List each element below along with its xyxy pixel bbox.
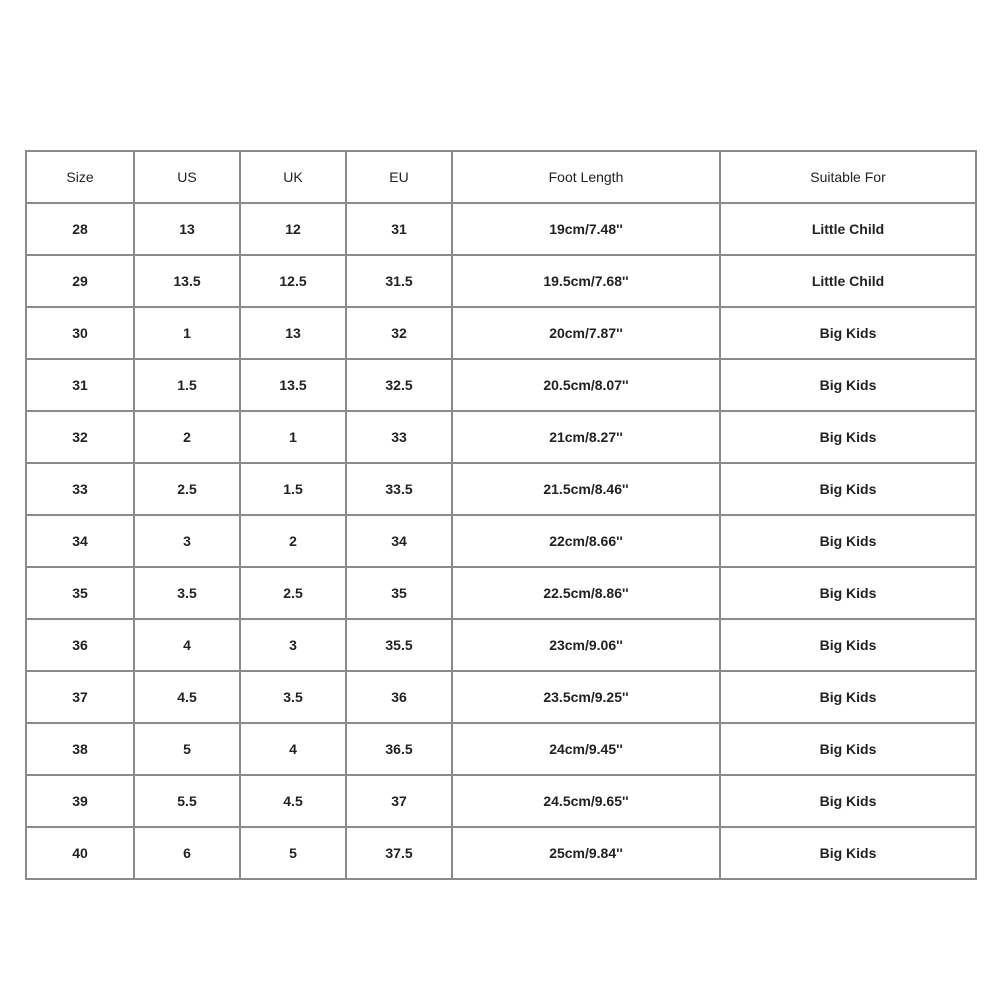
us-size-cell: 2 xyxy=(134,411,240,463)
table-row xyxy=(26,515,976,567)
eu-size-cell: 33 xyxy=(346,411,452,463)
size-cell: 36 xyxy=(26,619,134,671)
uk-size-cell: 5 xyxy=(240,827,346,879)
eu-size-cell: 33.5 xyxy=(346,463,452,515)
table-row xyxy=(26,307,976,359)
uk-size-cell: 1 xyxy=(240,411,346,463)
uk-size-cell: 1.5 xyxy=(240,463,346,515)
header-uk: UK xyxy=(240,151,346,203)
size-cell: 28 xyxy=(26,203,134,255)
eu-size-cell: 36 xyxy=(346,671,452,723)
size-chart-header xyxy=(26,151,976,203)
header-eu: EU xyxy=(346,151,452,203)
size-cell: 38 xyxy=(26,723,134,775)
uk-size-cell: 12.5 xyxy=(240,255,346,307)
suitable-for-cell: Big Kids xyxy=(720,411,976,463)
table-row xyxy=(26,619,976,671)
foot-length-cell: 21cm/8.27'' xyxy=(452,411,720,463)
size-cell: 30 xyxy=(26,307,134,359)
suitable-for-cell: Big Kids xyxy=(720,307,976,359)
foot-length-cell: 23cm/9.06'' xyxy=(452,619,720,671)
eu-size-cell: 32 xyxy=(346,307,452,359)
suitable-for-cell: Big Kids xyxy=(720,775,976,827)
size-cell: 35 xyxy=(26,567,134,619)
foot-length-cell: 20.5cm/8.07'' xyxy=(452,359,720,411)
size-cell: 29 xyxy=(26,255,134,307)
uk-size-cell: 4 xyxy=(240,723,346,775)
header-foot-length: Foot Length xyxy=(452,151,720,203)
size-cell: 40 xyxy=(26,827,134,879)
suitable-for-cell: Big Kids xyxy=(720,619,976,671)
us-size-cell: 1.5 xyxy=(134,359,240,411)
us-size-cell: 4 xyxy=(134,619,240,671)
suitable-for-cell: Little Child xyxy=(720,255,976,307)
eu-size-cell: 35.5 xyxy=(346,619,452,671)
foot-length-cell: 19cm/7.48'' xyxy=(452,203,720,255)
suitable-for-cell: Big Kids xyxy=(720,723,976,775)
foot-length-cell: 19.5cm/7.68'' xyxy=(452,255,720,307)
us-size-cell: 1 xyxy=(134,307,240,359)
table-row xyxy=(26,411,976,463)
header-size: Size xyxy=(26,151,134,203)
us-size-cell: 3.5 xyxy=(134,567,240,619)
header-row xyxy=(26,151,976,203)
eu-size-cell: 35 xyxy=(346,567,452,619)
header-suitable-for: Suitable For xyxy=(720,151,976,203)
eu-size-cell: 37.5 xyxy=(346,827,452,879)
us-size-cell: 6 xyxy=(134,827,240,879)
table-row xyxy=(26,567,976,619)
us-size-cell: 3 xyxy=(134,515,240,567)
uk-size-cell: 13 xyxy=(240,307,346,359)
us-size-cell: 13.5 xyxy=(134,255,240,307)
foot-length-cell: 22cm/8.66'' xyxy=(452,515,720,567)
us-size-cell: 5 xyxy=(134,723,240,775)
foot-length-cell: 23.5cm/9.25'' xyxy=(452,671,720,723)
table-row xyxy=(26,775,976,827)
eu-size-cell: 31 xyxy=(346,203,452,255)
eu-size-cell: 32.5 xyxy=(346,359,452,411)
foot-length-cell: 22.5cm/8.86'' xyxy=(452,567,720,619)
size-cell: 39 xyxy=(26,775,134,827)
uk-size-cell: 12 xyxy=(240,203,346,255)
eu-size-cell: 34 xyxy=(346,515,452,567)
us-size-cell: 4.5 xyxy=(134,671,240,723)
foot-length-cell: 20cm/7.87'' xyxy=(452,307,720,359)
eu-size-cell: 37 xyxy=(346,775,452,827)
size-cell: 31 xyxy=(26,359,134,411)
table-row xyxy=(26,827,976,879)
us-size-cell: 13 xyxy=(134,203,240,255)
foot-length-cell: 21.5cm/8.46'' xyxy=(452,463,720,515)
foot-length-cell: 24.5cm/9.65'' xyxy=(452,775,720,827)
eu-size-cell: 31.5 xyxy=(346,255,452,307)
size-chart-body xyxy=(26,203,976,879)
us-size-cell: 5.5 xyxy=(134,775,240,827)
size-chart-table xyxy=(25,150,977,880)
size-cell: 37 xyxy=(26,671,134,723)
uk-size-cell: 3 xyxy=(240,619,346,671)
uk-size-cell: 2.5 xyxy=(240,567,346,619)
eu-size-cell: 36.5 xyxy=(346,723,452,775)
suitable-for-cell: Big Kids xyxy=(720,515,976,567)
suitable-for-cell: Big Kids xyxy=(720,827,976,879)
foot-length-cell: 25cm/9.84'' xyxy=(452,827,720,879)
uk-size-cell: 4.5 xyxy=(240,775,346,827)
suitable-for-cell: Big Kids xyxy=(720,671,976,723)
suitable-for-cell: Little Child xyxy=(720,203,976,255)
table-row xyxy=(26,203,976,255)
header-us: US xyxy=(134,151,240,203)
us-size-cell: 2.5 xyxy=(134,463,240,515)
size-cell: 32 xyxy=(26,411,134,463)
table-row xyxy=(26,255,976,307)
table-row xyxy=(26,463,976,515)
suitable-for-cell: Big Kids xyxy=(720,567,976,619)
suitable-for-cell: Big Kids xyxy=(720,359,976,411)
table-row xyxy=(26,671,976,723)
table-row xyxy=(26,359,976,411)
suitable-for-cell: Big Kids xyxy=(720,463,976,515)
uk-size-cell: 13.5 xyxy=(240,359,346,411)
uk-size-cell: 2 xyxy=(240,515,346,567)
table-row xyxy=(26,723,976,775)
foot-length-cell: 24cm/9.45'' xyxy=(452,723,720,775)
size-cell: 33 xyxy=(26,463,134,515)
size-cell: 34 xyxy=(26,515,134,567)
uk-size-cell: 3.5 xyxy=(240,671,346,723)
